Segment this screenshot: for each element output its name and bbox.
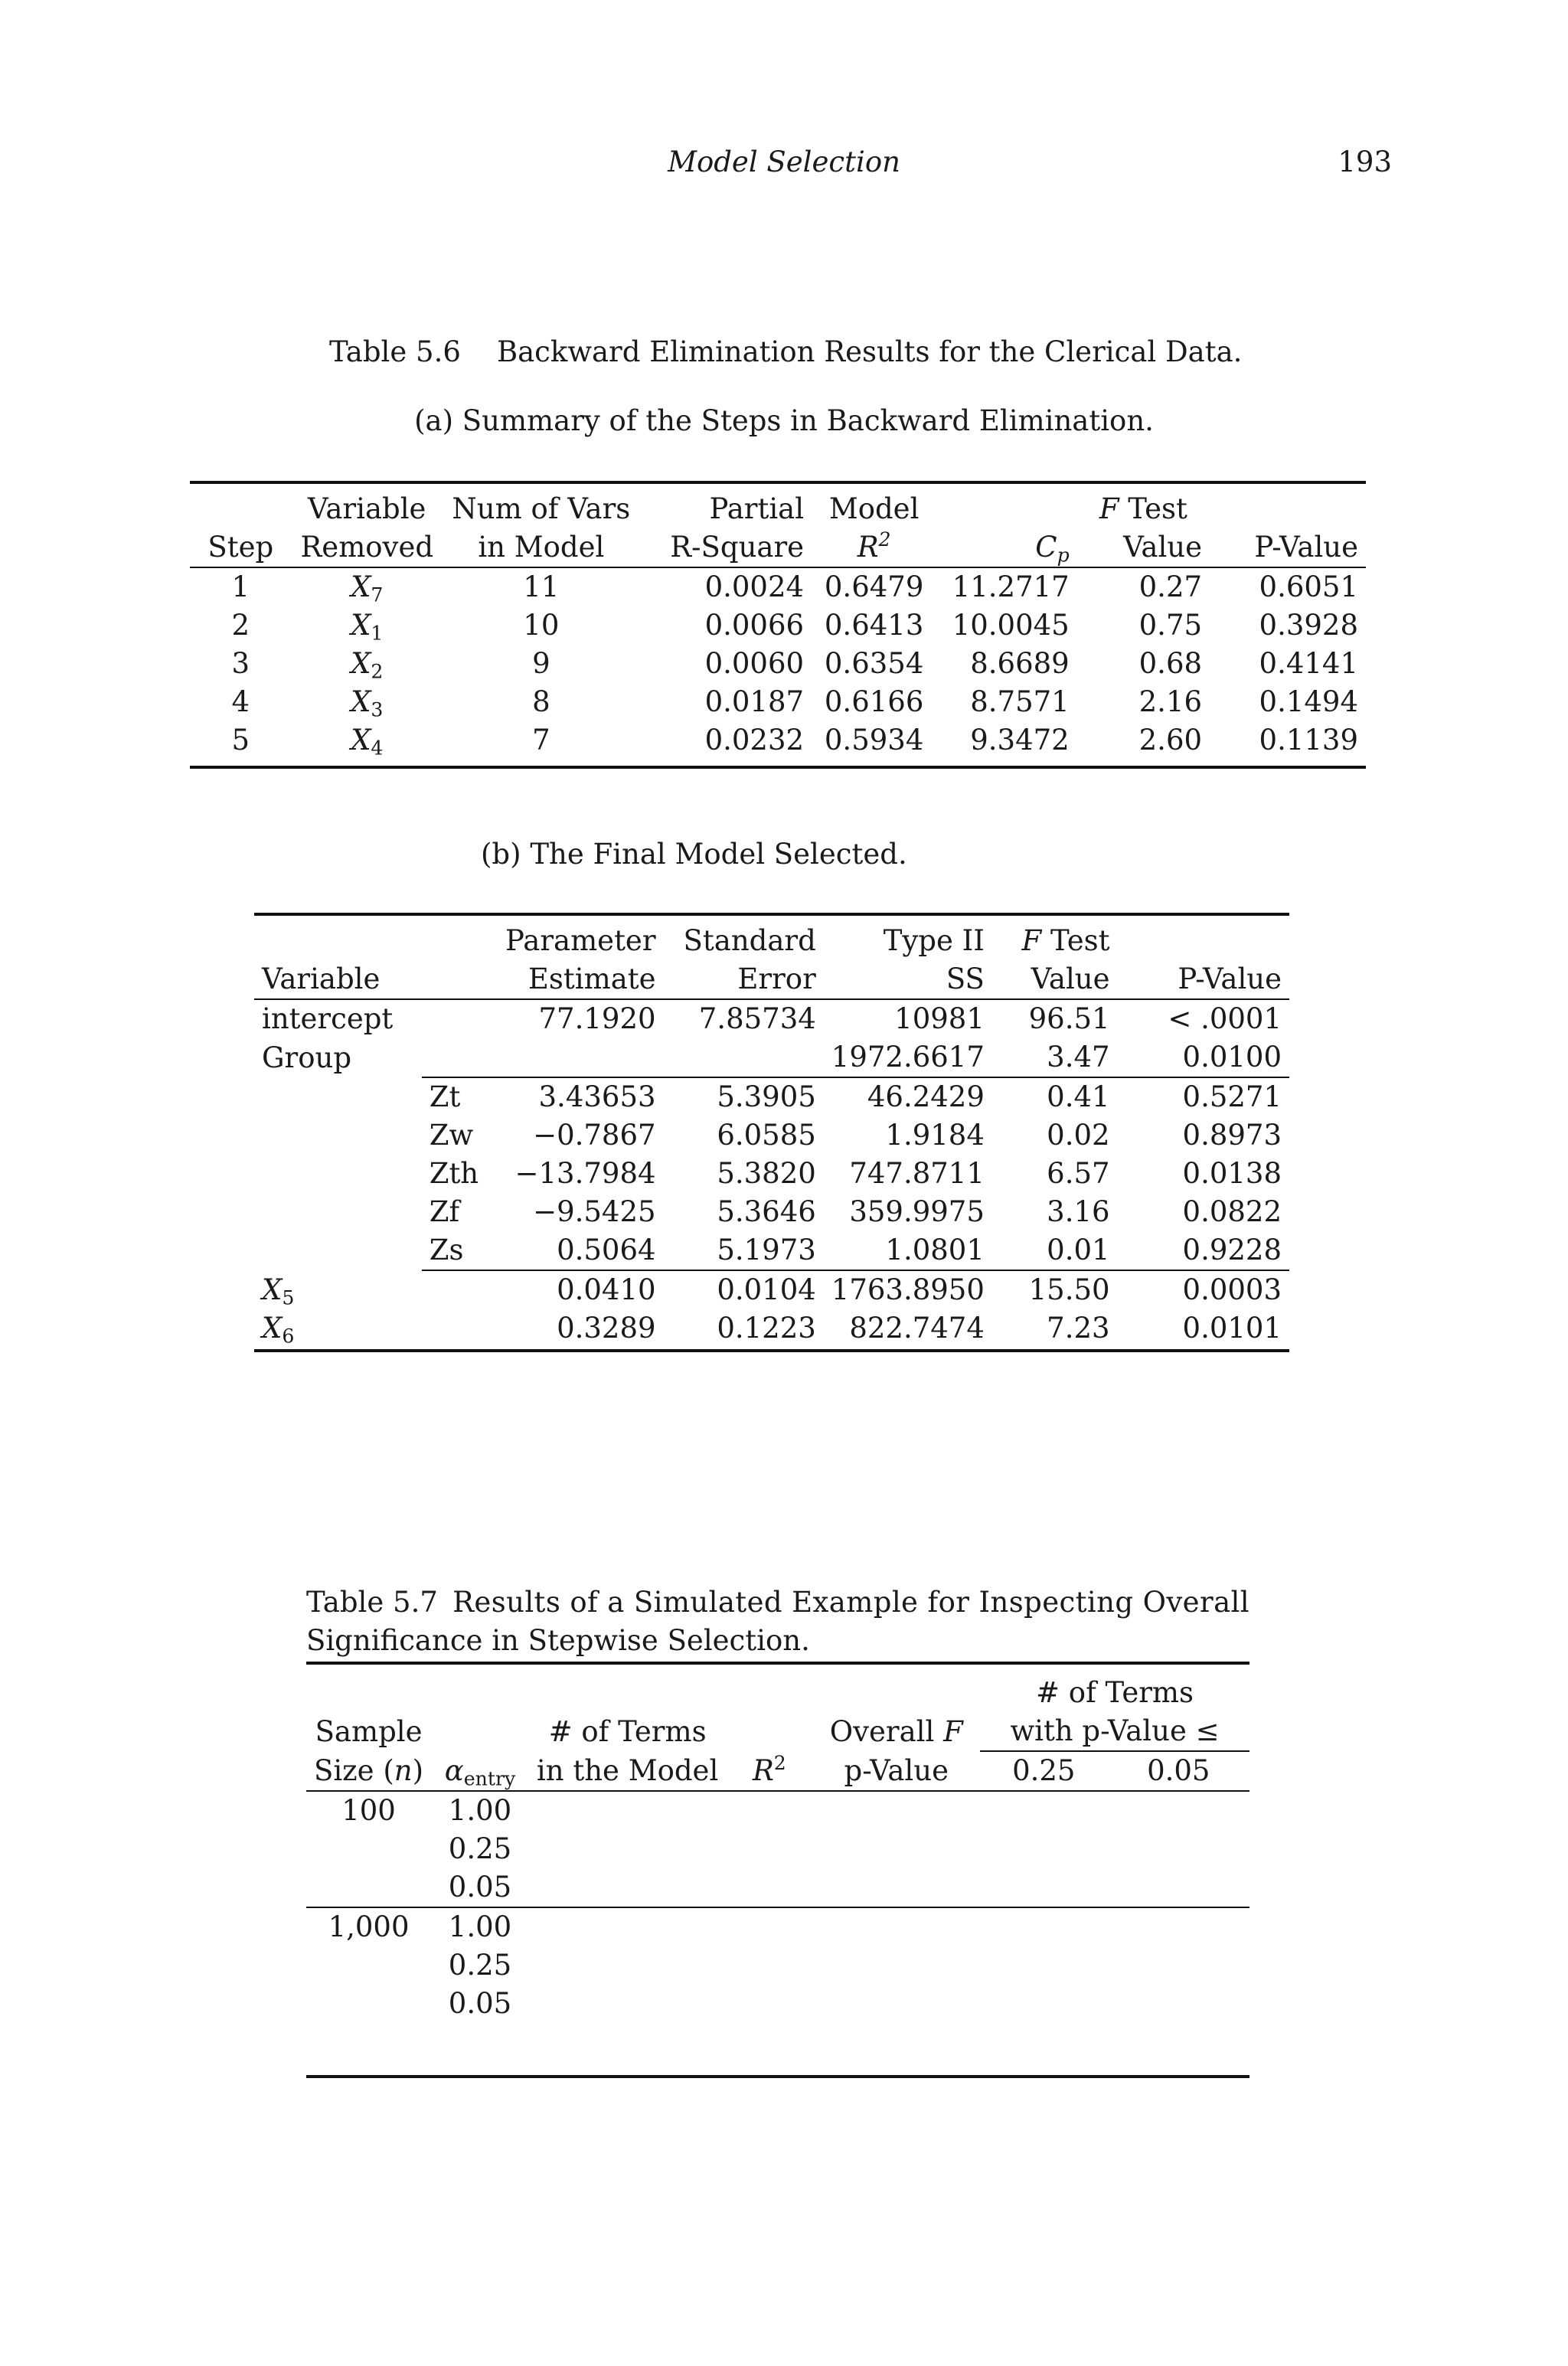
col-header-terms-group: # of Terms — [1036, 1676, 1194, 1709]
sample-size-cell — [306, 1868, 431, 1907]
terms-025-cell — [980, 1868, 1107, 1907]
cp-cell: 9.3472 — [970, 724, 1070, 757]
header-row — [254, 960, 1289, 999]
table-row — [254, 1193, 1289, 1231]
variable-cell: $X_6$ — [262, 1312, 295, 1348]
overall-p-cell — [812, 1791, 980, 1830]
variable-cell: Group — [262, 1041, 352, 1074]
partial-r2-cell: 0.0232 — [704, 724, 805, 757]
p-value-cell: 0.5271 — [1118, 1077, 1289, 1116]
type2-ss-cell: 1.9184 — [885, 1119, 985, 1152]
terms-025-cell — [980, 1907, 1107, 1946]
variable-cell: $X_4$ — [351, 724, 384, 760]
p-value-cell: 0.0100 — [1182, 1041, 1282, 1074]
f-value-cell: 0.02 — [1047, 1119, 1110, 1152]
table56-title: Backward Elimination Results for the Clerical Data. — [496, 335, 1243, 368]
alpha-cell: 0.25 — [448, 1832, 512, 1865]
bottom-rule — [190, 766, 1366, 769]
model-r2-cell: 0.6479 — [824, 570, 924, 603]
col-header: Error — [737, 962, 816, 995]
col-header-005: 0.05 — [1147, 1754, 1210, 1787]
type2-ss-cell: 10981 — [894, 1002, 985, 1035]
p-value-cell: 0.1139 — [1259, 724, 1358, 757]
std-error-cell: 5.3646 — [717, 1195, 816, 1228]
variable-cell — [254, 1155, 422, 1193]
num-vars-cell: 7 — [532, 724, 550, 757]
estimate-cell: 0.5064 — [557, 1234, 656, 1266]
nterms-cell — [529, 1868, 726, 1907]
f-value-cell: 3.47 — [1047, 1041, 1110, 1074]
variable-cell — [254, 1193, 422, 1231]
col-header: Variable — [262, 962, 381, 995]
table56a-caption: (a) Summary of the Steps in Backward Elimination. — [414, 404, 1154, 437]
col-header-ftest: F Test — [1099, 492, 1187, 525]
step-cell: 4 — [231, 685, 250, 718]
terms-005-cell — [1108, 1791, 1250, 1830]
table-row — [254, 1116, 1289, 1155]
variable-cell — [254, 1231, 422, 1270]
terms-005-cell — [1108, 1946, 1250, 1985]
table56-label: Table 5.6 — [329, 335, 461, 368]
col-header: P-Value — [1178, 962, 1282, 995]
terms-005-cell — [1108, 1907, 1250, 1946]
header-row — [306, 1712, 1250, 1751]
type2-ss-cell: 747.8711 — [849, 1157, 985, 1190]
nterms-cell — [529, 1985, 726, 2023]
cp-cell: 8.6689 — [970, 647, 1070, 680]
std-error-cell: 5.3905 — [664, 1077, 824, 1116]
table-row — [254, 1155, 1289, 1193]
table57 — [306, 1674, 1250, 2023]
header-row — [190, 528, 1366, 567]
col-header-alpha: $\alpha_{entry}$ — [444, 1753, 516, 1789]
partial-r2-cell: 0.0066 — [704, 609, 805, 642]
std-error-cell: 0.1223 — [717, 1312, 816, 1345]
col-header: Value — [1123, 531, 1203, 564]
table-row — [190, 683, 1366, 721]
overall-p-cell — [812, 1907, 980, 1946]
r2-cell — [726, 1830, 812, 1868]
num-vars-cell: 9 — [532, 647, 550, 680]
table-row — [306, 1868, 1250, 1907]
sample-size-cell — [306, 1985, 431, 2023]
table-row — [254, 999, 1289, 1038]
nterms-cell — [529, 1830, 726, 1868]
table-row — [306, 1830, 1250, 1868]
f-value-cell: 96.51 — [1028, 1002, 1110, 1035]
num-vars-cell: 11 — [523, 570, 560, 603]
f-value-cell: 0.01 — [1047, 1234, 1110, 1266]
col-header-025: 0.25 — [1012, 1754, 1076, 1787]
col-header: Type II — [883, 924, 985, 957]
estimate-cell: −0.7867 — [533, 1119, 656, 1152]
terms-025-cell — [980, 1791, 1107, 1830]
f-value-cell: 6.57 — [1047, 1157, 1110, 1190]
estimate-cell: −13.7984 — [514, 1157, 656, 1190]
variable-cell: $X_2$ — [351, 647, 384, 683]
col-header-terms-group2: with p-Value ≤ — [980, 1712, 1250, 1751]
col-header-nterms2: in the Model — [536, 1753, 719, 1787]
header-row — [306, 1674, 1250, 1712]
f-value-cell: 0.41 — [992, 1077, 1118, 1116]
table-row — [306, 1946, 1250, 1985]
col-header-cp: $C_p$ — [1035, 531, 1070, 567]
col-header-ftest: F Test — [1021, 924, 1110, 957]
nterms-cell — [529, 1907, 726, 1946]
running-title: Model Selection — [668, 145, 900, 178]
f-value-cell: 0.68 — [1138, 647, 1203, 680]
estimate-cell: −9.5425 — [533, 1195, 656, 1228]
partial-r2-cell: 0.0060 — [704, 647, 805, 680]
sample-size-cell: 1,000 — [306, 1907, 431, 1946]
step-cell: 1 — [231, 570, 250, 603]
table-row — [190, 645, 1366, 683]
overall-p-cell — [812, 1868, 980, 1907]
r2-cell — [726, 1985, 812, 2023]
table56a — [190, 490, 1366, 760]
cp-cell: 11.2717 — [952, 570, 1070, 603]
col-header: Num of Vars — [452, 492, 631, 525]
partial-r2-cell: 0.0187 — [704, 685, 805, 718]
type2-ss-cell: 822.7474 — [849, 1312, 985, 1345]
top-rule — [190, 481, 1366, 484]
table-row — [190, 567, 1366, 606]
terms-025-cell — [980, 1946, 1107, 1985]
f-value-cell: 0.75 — [1138, 609, 1203, 642]
p-value-cell: 0.4141 — [1259, 647, 1358, 680]
alpha-cell: 0.25 — [448, 1949, 512, 1982]
col-header: Estimate — [528, 962, 656, 995]
p-value-cell: 0.6051 — [1259, 570, 1358, 603]
p-value-cell: 0.8973 — [1182, 1119, 1282, 1152]
col-header-overall: Overall F — [829, 1714, 963, 1748]
table-row — [254, 1270, 1289, 1309]
header-row — [190, 490, 1366, 528]
overall-p-cell — [812, 1985, 980, 2023]
num-vars-cell: 10 — [523, 609, 560, 642]
level-cell: Zth — [429, 1157, 479, 1190]
col-header-size: Size (n) — [314, 1753, 424, 1787]
top-rule — [306, 1662, 1250, 1665]
level-cell: Zt — [422, 1077, 498, 1116]
col-header: Value — [1031, 962, 1110, 995]
step-cell: 3 — [231, 647, 250, 680]
variable-cell: $X_5$ — [262, 1273, 295, 1309]
p-value-cell: 0.1494 — [1259, 685, 1358, 718]
model-r2-cell: 0.6413 — [824, 609, 924, 642]
type2-ss-cell: 1763.8950 — [824, 1270, 992, 1309]
level-cell: Zs — [429, 1234, 464, 1266]
terms-005-cell — [1108, 1830, 1250, 1868]
f-value-cell: 3.16 — [1047, 1195, 1110, 1228]
table57-title-line1: Results of a Simulated Example for Inspecting Overall — [452, 1586, 1250, 1619]
level-cell — [422, 1270, 498, 1309]
table-row — [254, 1231, 1289, 1270]
cp-cell: 10.0045 — [952, 609, 1070, 642]
std-error-cell: 7.85734 — [698, 1002, 816, 1035]
overall-p-cell — [812, 1946, 980, 1985]
variable-cell: intercept — [262, 1002, 394, 1035]
f-value-cell: 7.23 — [1047, 1312, 1110, 1345]
estimate-cell: 77.1920 — [538, 1002, 656, 1035]
std-error-cell: 5.3820 — [717, 1157, 816, 1190]
page-number: 193 — [1338, 145, 1392, 178]
top-rule — [254, 913, 1289, 916]
col-header: P-Value — [1254, 531, 1358, 564]
col-header: SS — [946, 962, 985, 995]
p-value-cell: < .0001 — [1168, 1002, 1282, 1035]
model-r2-cell: 0.5934 — [824, 724, 924, 757]
estimate-cell: 3.43653 — [498, 1077, 663, 1116]
alpha-cell: 1.00 — [431, 1907, 529, 1946]
col-header-r2: $R^2$ — [752, 1751, 786, 1787]
table56b-caption: (b) The Final Model Selected. — [481, 838, 907, 871]
table-row — [254, 1038, 1289, 1077]
table57-title-line2: Significance in Stepwise Selection. — [306, 1624, 810, 1657]
alpha-cell: 0.05 — [448, 1987, 512, 2020]
level-cell — [422, 999, 498, 1038]
alpha-cell: 0.05 — [448, 1871, 512, 1904]
f-value-cell: 15.50 — [992, 1270, 1118, 1309]
nterms-cell — [529, 1946, 726, 1985]
std-error-cell — [664, 1038, 824, 1077]
terms-025-cell — [980, 1985, 1107, 2023]
level-cell: Zw — [429, 1119, 474, 1152]
level-cell — [422, 1309, 498, 1348]
table-row — [306, 1907, 1250, 1946]
col-header: Standard — [683, 924, 816, 957]
level-cell: Zf — [429, 1195, 460, 1228]
header-row — [306, 1751, 1250, 1791]
std-error-cell: 0.0104 — [664, 1270, 824, 1309]
num-vars-cell: 8 — [532, 685, 550, 718]
estimate-cell: 0.0410 — [498, 1270, 663, 1309]
table-row — [306, 1791, 1250, 1830]
table57-label: Table 5.7 — [306, 1586, 438, 1619]
r2-cell — [726, 1791, 812, 1830]
table-row — [190, 721, 1366, 760]
table56-caption — [329, 335, 1242, 368]
r2-cell — [726, 1907, 812, 1946]
col-header: Parameter — [505, 924, 656, 957]
model-r2-cell: 0.6354 — [824, 647, 924, 680]
terms-005-cell — [1108, 1985, 1250, 2023]
step-cell: 2 — [231, 609, 250, 642]
col-header-sample: Sample — [315, 1714, 423, 1748]
sample-size-cell — [306, 1946, 431, 1985]
p-value-cell: 0.0822 — [1182, 1195, 1282, 1228]
col-header: Model — [828, 492, 920, 525]
col-header: Step — [207, 531, 274, 564]
f-value-cell: 2.60 — [1138, 724, 1203, 757]
step-cell: 5 — [231, 724, 250, 757]
p-value-cell: 0.9228 — [1182, 1234, 1282, 1266]
r2-cell — [726, 1946, 812, 1985]
table-row — [254, 1077, 1289, 1116]
col-header: Partial — [709, 492, 805, 525]
variable-cell — [254, 1116, 422, 1155]
table-row — [190, 606, 1366, 645]
p-value-cell: 0.0138 — [1182, 1157, 1282, 1190]
terms-025-cell — [980, 1830, 1107, 1868]
p-value-cell: 0.3928 — [1259, 609, 1358, 642]
r2-cell — [726, 1868, 812, 1907]
bottom-rule — [306, 2075, 1250, 2078]
p-value-cell: 0.0101 — [1182, 1312, 1282, 1345]
col-header: R-Square — [670, 531, 805, 564]
overall-p-cell — [812, 1830, 980, 1868]
terms-005-cell — [1108, 1868, 1250, 1907]
estimate-cell: 0.3289 — [557, 1312, 656, 1345]
col-header-nterms: # of Terms — [548, 1714, 707, 1748]
table57-caption — [306, 1583, 1250, 1660]
col-header: Variable — [308, 492, 426, 525]
f-value-cell: 2.16 — [1138, 685, 1203, 718]
variable-cell: $X_3$ — [351, 685, 384, 721]
col-header-pvalue: p-Value — [844, 1753, 949, 1787]
table-row — [306, 1985, 1250, 2023]
f-value-cell: 0.27 — [1138, 570, 1203, 603]
level-cell — [422, 1038, 498, 1077]
col-header-r2: $R^2$ — [857, 528, 891, 564]
p-value-cell: 0.0003 — [1118, 1270, 1289, 1309]
sample-size-cell: 100 — [341, 1794, 396, 1827]
col-header: Removed — [300, 531, 434, 564]
sample-size-cell — [306, 1830, 431, 1868]
bottom-rule — [254, 1349, 1289, 1352]
std-error-cell: 6.0585 — [717, 1119, 816, 1152]
alpha-cell: 1.00 — [448, 1794, 512, 1827]
type2-ss-cell: 1972.6617 — [831, 1041, 985, 1074]
cp-cell: 8.7571 — [970, 685, 1070, 718]
header-row — [254, 922, 1289, 960]
table-row — [254, 1309, 1289, 1348]
table56b — [254, 922, 1289, 1348]
type2-ss-cell: 359.9975 — [849, 1195, 985, 1228]
type2-ss-cell: 46.2429 — [824, 1077, 992, 1116]
std-error-cell: 5.1973 — [717, 1234, 816, 1266]
estimate-cell — [498, 1038, 663, 1077]
model-r2-cell: 0.6166 — [824, 685, 924, 718]
variable-cell — [254, 1077, 422, 1116]
variable-cell: $X_1$ — [351, 609, 384, 645]
col-header: in Model — [478, 531, 605, 564]
nterms-cell — [529, 1791, 726, 1830]
partial-r2-cell: 0.0024 — [704, 570, 805, 603]
variable-cell: $X_7$ — [351, 570, 384, 606]
type2-ss-cell: 1.0801 — [885, 1234, 985, 1266]
